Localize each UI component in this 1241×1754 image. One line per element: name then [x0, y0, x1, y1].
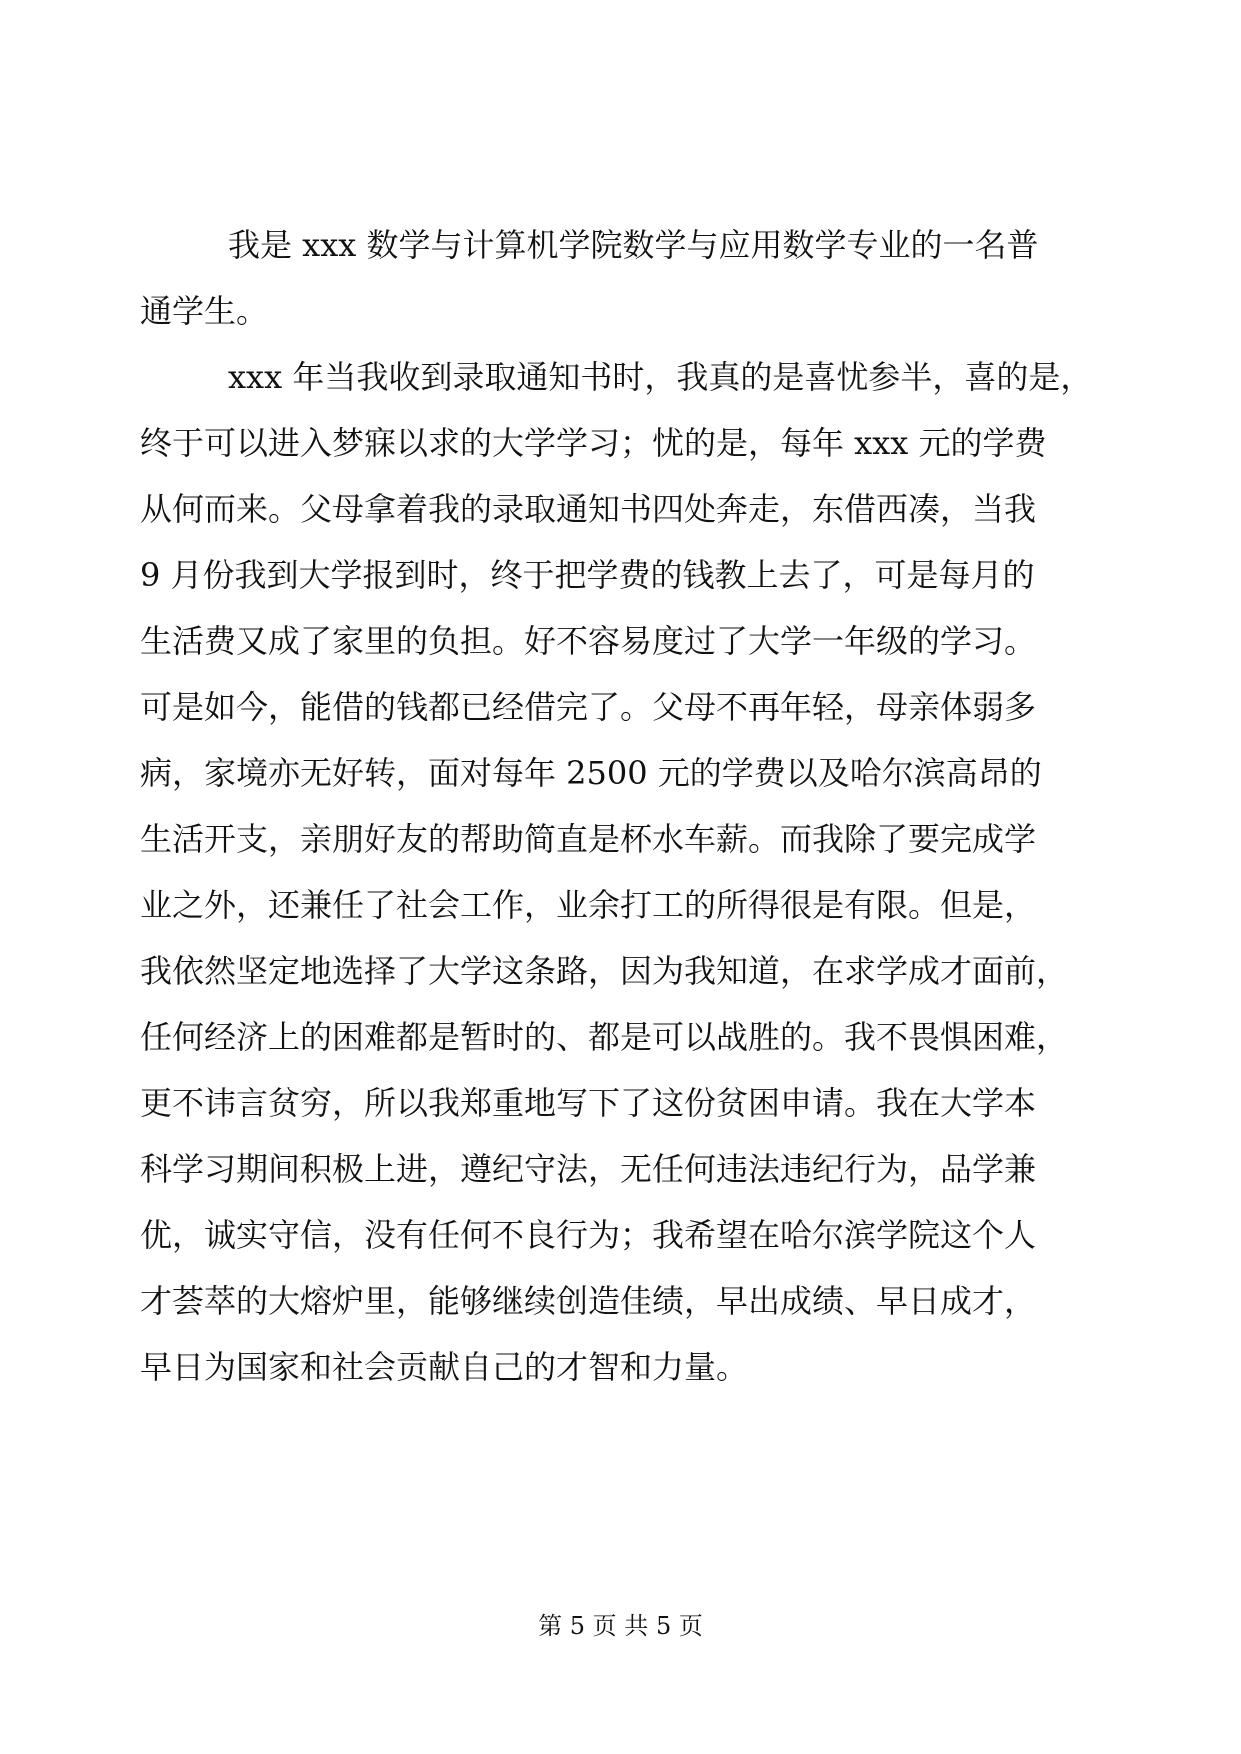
paragraph-2-line-7: 病，家境亦无好转，面对每年 2500 元的学费以及哈尔滨高昂的	[140, 754, 1042, 792]
paragraph-2-line-10: 我依然坚定地选择了大学这条路，因为我知道，在求学成才面前，	[140, 952, 1069, 990]
paragraph-2-line-8: 生活开支，亲朋好友的帮助简直是杯水车薪。而我除了要完成学	[140, 820, 1037, 858]
paragraph-1-line-1: 我是 xxx 数学与计算机学院数学与应用数学专业的一名普	[228, 226, 1039, 264]
paragraph-2-line-9: 业之外，还兼任了社会工作，业余打工的所得很是有限。但是，	[140, 886, 1037, 924]
paragraph-2-line-5: 生活费又成了家里的负担。好不容易度过了大学一年级的学习。	[140, 622, 1037, 660]
paragraph-2-line-15: 才荟萃的大熔炉里，能够继续创造佳绩，早出成绩、早日成才，	[140, 1282, 1037, 1320]
paragraph-2-line-11: 任何经济上的困难都是暂时的、都是可以战胜的。我不畏惧困难，	[140, 1018, 1069, 1056]
paragraph-2-line-4: 9 月份我到大学报到时，终于把学费的钱教上去了，可是每月的	[140, 556, 1035, 594]
paragraph-2-line-2: 终于可以进入梦寐以求的大学学习；忧的是，每年 xxx 元的学费	[140, 424, 1047, 462]
page-number-label: 第 5 页 共 5 页	[538, 1612, 703, 1640]
paragraph-2-line-3: 从何而来。父母拿着我的录取通知书四处奔走，东借西凑，当我	[140, 490, 1037, 528]
paragraph-1-line-2: 通学生。	[140, 292, 269, 330]
paragraph-2-line-13: 科学习期间积极上进，遵纪守法，无任何违法违纪行为，品学兼	[140, 1150, 1037, 1188]
paragraph-2-line-16: 早日为国家和社会贡献自己的才智和力量。	[140, 1348, 749, 1386]
page-footer	[0, 1612, 1241, 1640]
paragraph-2-line-6: 可是如今，能借的钱都已经借完了。父母不再年轻，母亲体弱多	[140, 688, 1037, 726]
paragraph-2-line-14: 优，诚实守信，没有任何不良行为；我希望在哈尔滨学院这个人	[140, 1216, 1037, 1254]
paragraph-2-line-1: xxx 年当我收到录取通知书时，我真的是喜忧参半，喜的是，	[228, 358, 1093, 396]
document-body	[140, 226, 1093, 1416]
paragraph-2-line-12: 更不讳言贫穷，所以我郑重地写下了这份贫困申请。我在大学本	[140, 1084, 1037, 1122]
